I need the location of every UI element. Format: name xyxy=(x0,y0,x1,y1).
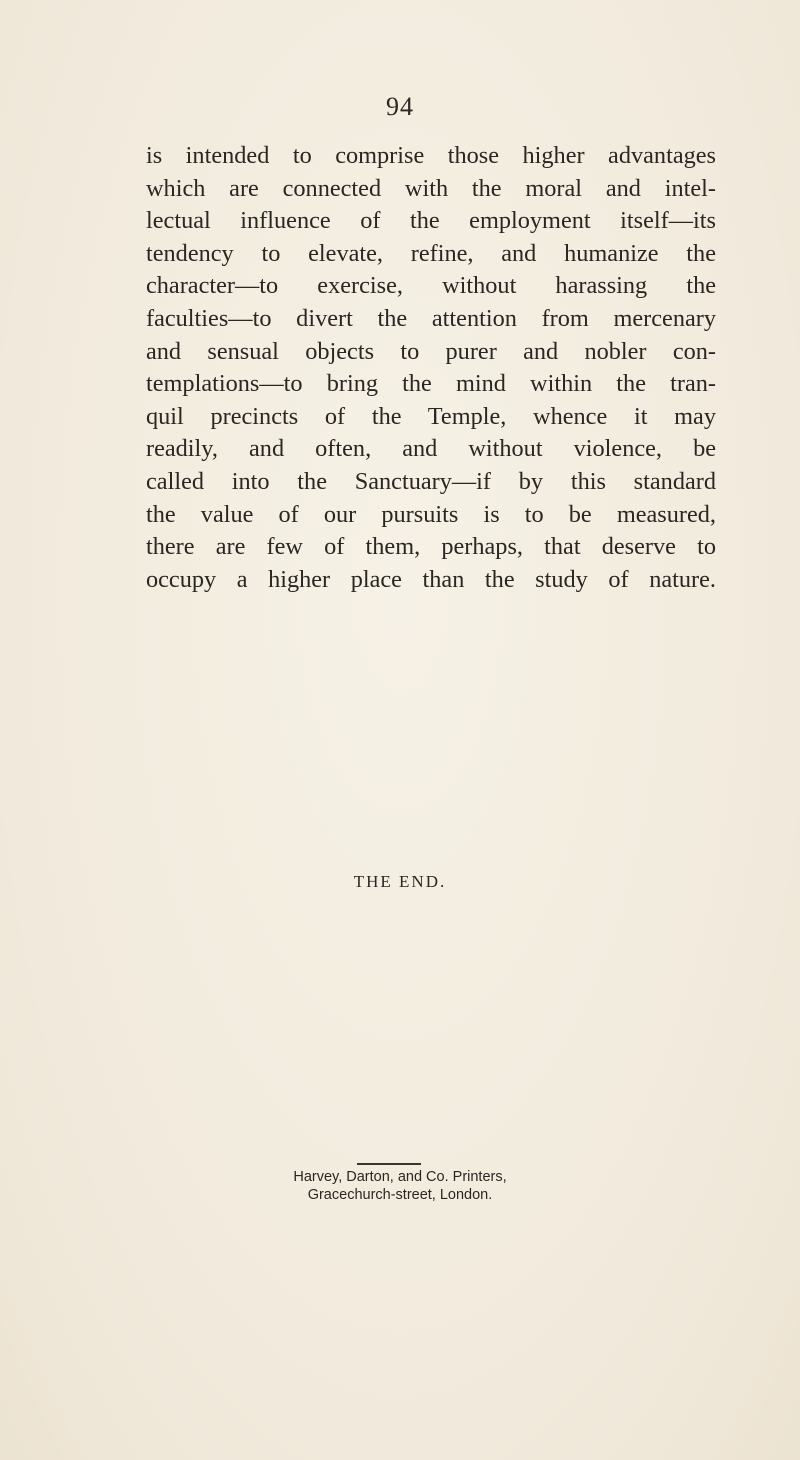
text-line: called into the Sanctuary—if by this standard xyxy=(146,467,716,495)
text-line: tendency to elevate, refine, and humanize the xyxy=(146,239,716,267)
imprint-rule xyxy=(357,1163,421,1165)
text-line: templations—to bring the mind within the tran- xyxy=(146,370,716,398)
text-line: lectual influence of the employment itself—its xyxy=(146,207,716,235)
text-line: readily, and often, and without violence, be xyxy=(146,435,716,463)
imprint-line: Harvey, Darton, and Co. Printers, xyxy=(293,1169,507,1185)
text-line: occupy a higher place than the study of nature. xyxy=(146,565,716,593)
text-line: quil precincts of the Temple, whence it may xyxy=(146,402,716,430)
text-line: there are few of them, perhaps, that deserve to xyxy=(146,533,716,561)
page-number: 94 xyxy=(386,92,414,121)
text-line: is intended to comprise those higher advantages xyxy=(146,142,716,169)
the-end-heading: THE END. xyxy=(353,872,447,891)
text-line: faculties—to divert the attention from mercenary xyxy=(146,304,716,332)
text-line: the value of our pursuits is to be measured, xyxy=(146,500,716,528)
printer-imprint xyxy=(0,1168,800,1204)
text-line: which are connected with the moral and intel- xyxy=(146,174,716,202)
text-line: character—to exercise, without harassing the xyxy=(146,272,716,300)
text-line: and sensual objects to purer and nobler con- xyxy=(146,337,716,365)
imprint-line: Gracechurch-street, London. xyxy=(307,1187,493,1203)
body-paragraph xyxy=(146,140,716,596)
